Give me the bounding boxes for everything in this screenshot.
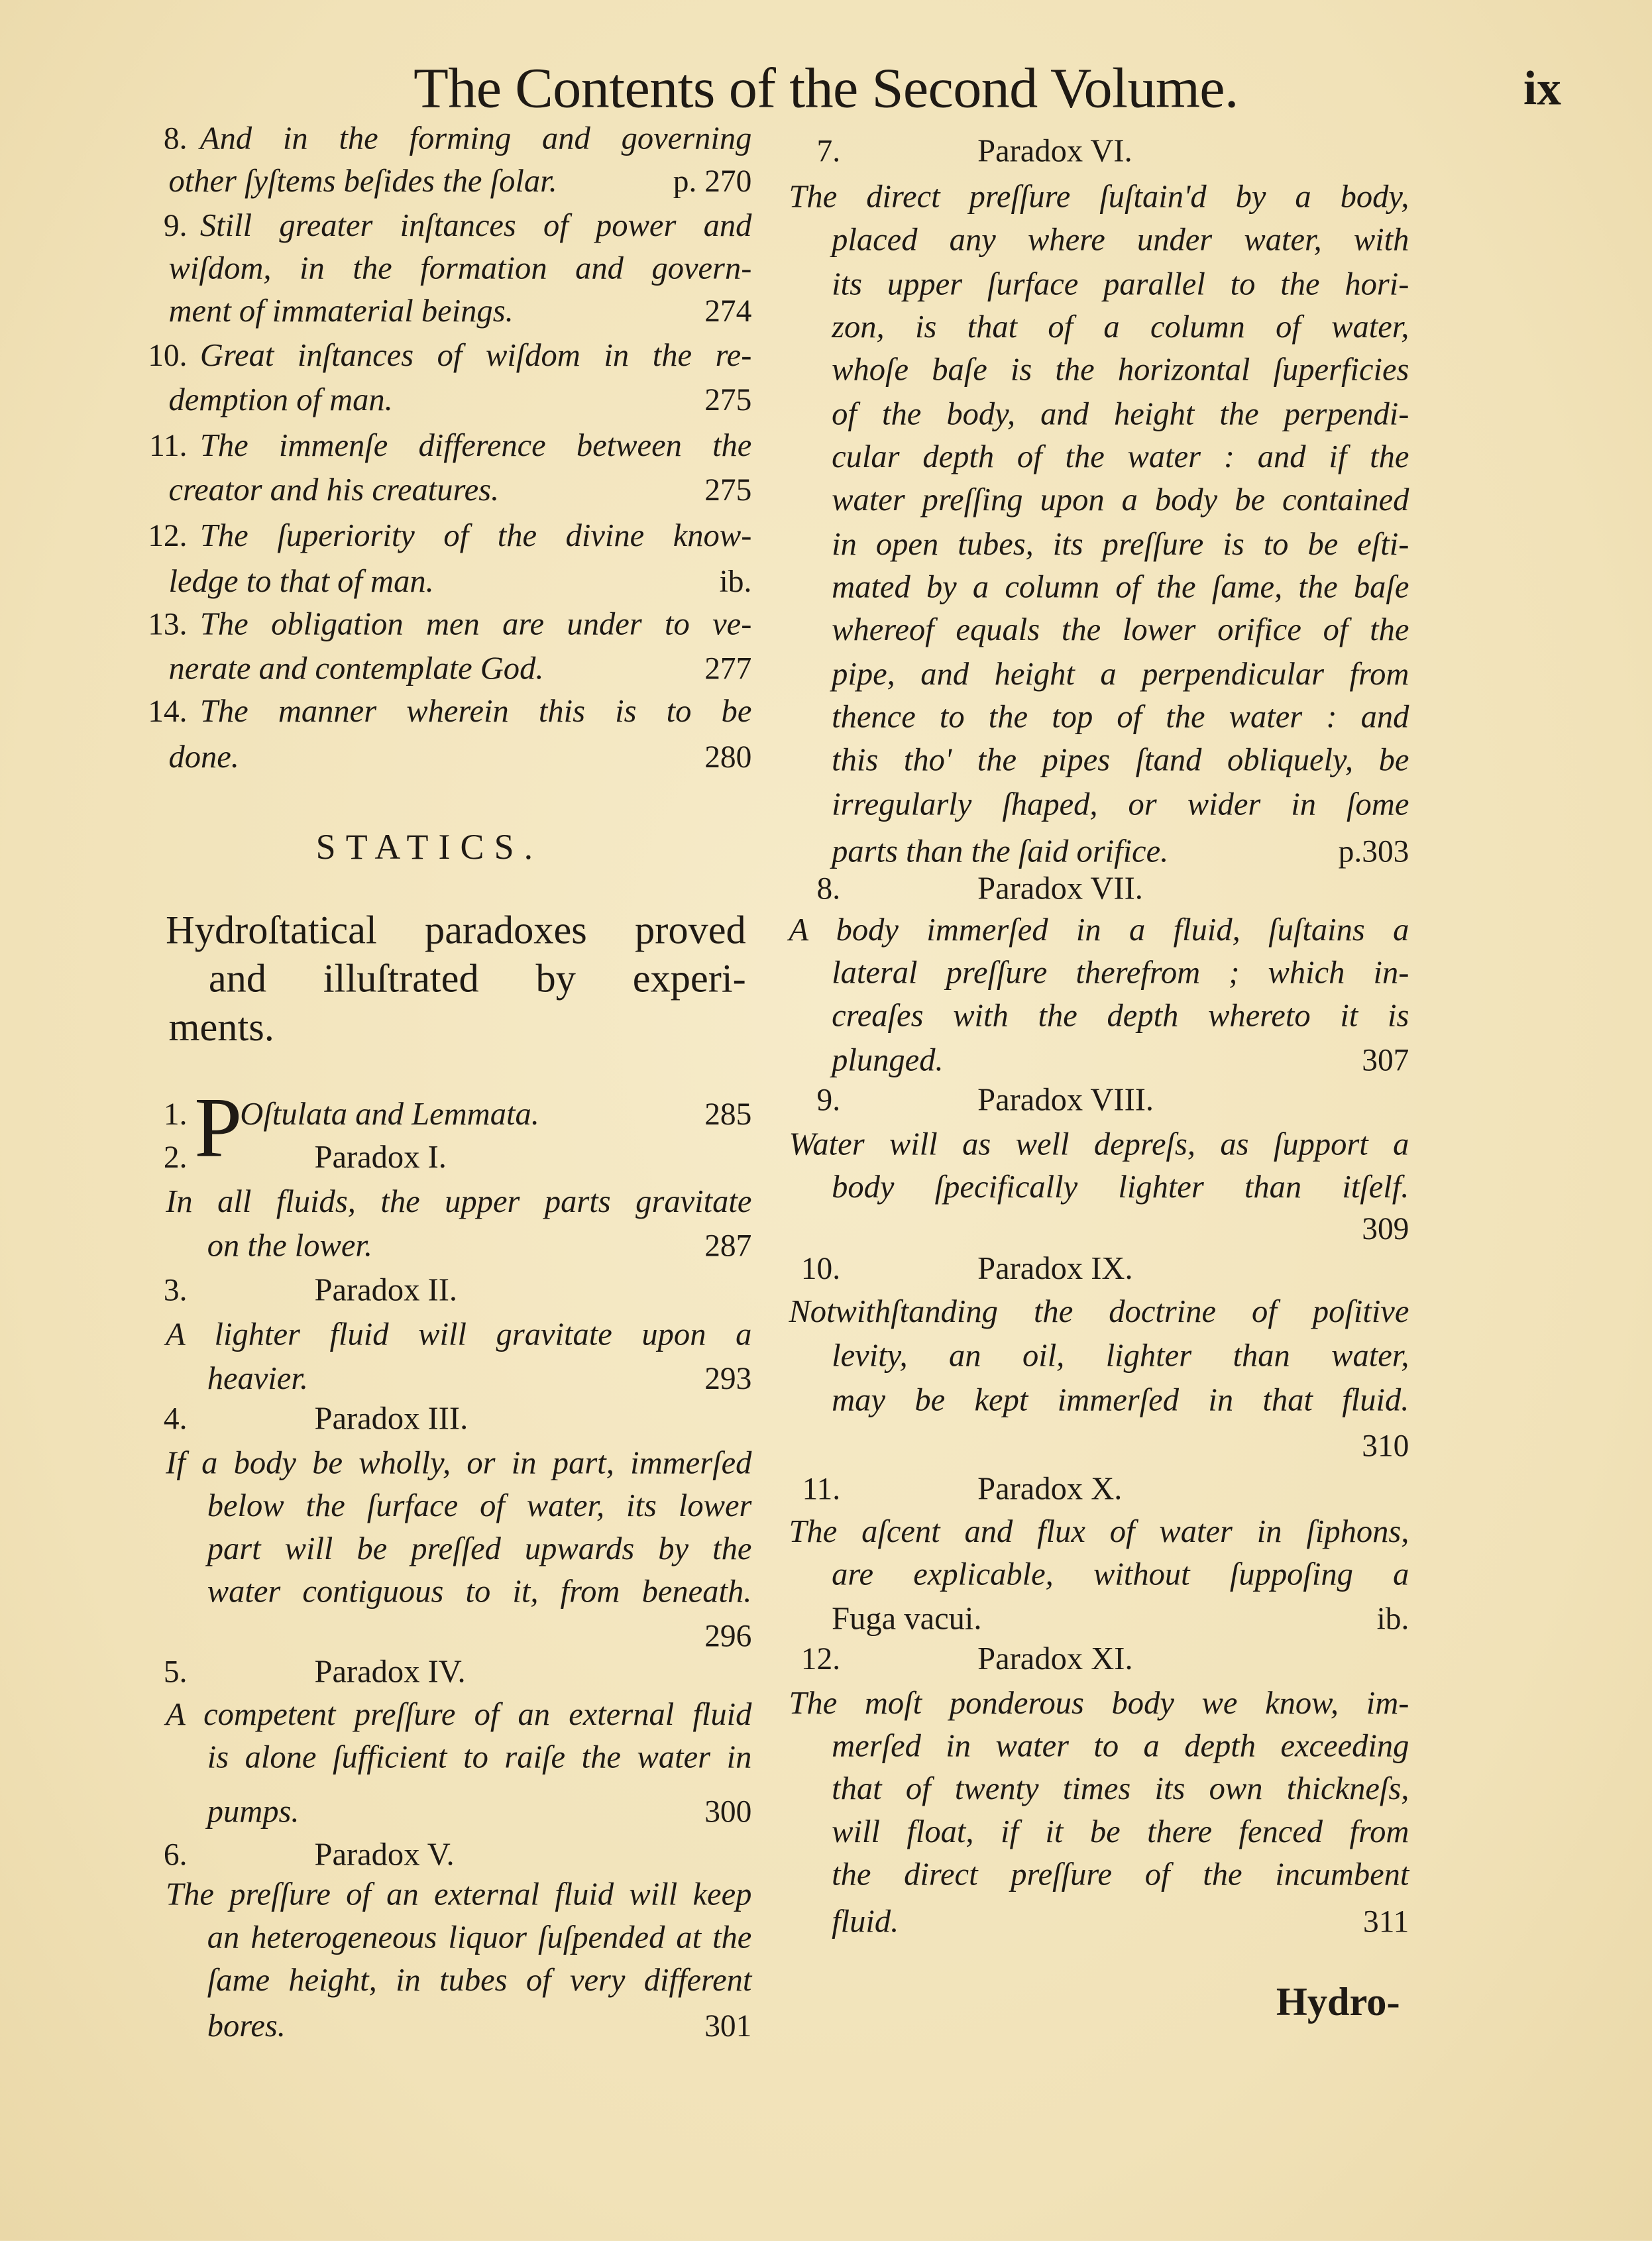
toc-line (137, 290, 751, 333)
entry-number: 8. (163, 120, 188, 156)
entry-text: Still greater inſtances of power and (199, 207, 752, 243)
entry-text: whereof equals the lower orifice of the (832, 612, 1409, 647)
entry-text: ment of immaterial beings. (168, 293, 514, 329)
toc-line (760, 1853, 1409, 1896)
entry-text: wiſdom, in the formation and govern- (168, 250, 752, 286)
toc-line (137, 335, 751, 378)
toc-line (137, 647, 751, 690)
toc-line (760, 176, 1409, 219)
toc-line (760, 830, 1409, 873)
entry-number: 4. (163, 1400, 188, 1437)
toc-line (760, 130, 1409, 173)
entry-text: The direct preſſure ſuſtain'd by a body, (789, 178, 1409, 215)
entry-text: plunged. (832, 1042, 944, 1078)
subheading-line: ments. (168, 1006, 274, 1051)
page-reference: 280 (704, 738, 752, 775)
toc-line (760, 783, 1409, 826)
toc-line (137, 204, 751, 247)
entry-text: parts than the ſaid orifice. (832, 833, 1169, 869)
toc-line (137, 1397, 751, 1441)
entry-number: 12. (800, 1640, 841, 1676)
toc-line (760, 1553, 1409, 1596)
drop-cap: P (194, 1080, 243, 1175)
page-reference: 301 (704, 2008, 752, 2044)
toc-line (137, 1358, 751, 1401)
entry-text: The immenſe difference between the (199, 427, 752, 463)
page-reference: 285 (704, 1096, 752, 1132)
toc-line (137, 1651, 751, 1694)
entry-text: lateral preſſure therefrom ; which in- (832, 954, 1409, 991)
toc-line (760, 653, 1409, 696)
toc-line (137, 1485, 751, 1528)
toc-line (137, 1225, 751, 1268)
toc-line (760, 1379, 1409, 1422)
entry-text: Notwithſtanding the doctrine of poſitive (789, 1293, 1409, 1329)
entry-text: pipe, and height a perpendicular from (832, 655, 1409, 692)
toc-line (760, 566, 1409, 609)
toc-line (760, 995, 1409, 1038)
page-reference: 296 (704, 1617, 752, 1654)
entry-text: bores. (207, 2008, 286, 2044)
entry-number: 6. (163, 1836, 188, 1873)
entry-number: 1. (163, 1096, 188, 1132)
toc-line (760, 739, 1409, 782)
toc-line (137, 603, 751, 646)
page-reference: 311 (1362, 1903, 1409, 1940)
entry-text: nerate and contemplate God. (168, 650, 544, 686)
entry-text: the direct preſſure of the incumbent (832, 1856, 1409, 1892)
toc-line (760, 1598, 1409, 1641)
toc-line (760, 609, 1409, 652)
entry-number: 11. (802, 1470, 841, 1507)
toc-line (760, 1511, 1409, 1554)
entry-text: zon, is that of a column of water, (832, 308, 1409, 345)
entry-text: of the body, and height the perpendi- (832, 396, 1409, 432)
toc-line (137, 425, 751, 468)
entry-number: 14. (148, 692, 188, 729)
entry-text: will float, if it be there fenced from (832, 1813, 1409, 1849)
entry-text: The moſt ponderous body we know, im- (789, 1684, 1409, 1721)
entry-text: creaſes with the depth whereto it is (832, 997, 1409, 1034)
toc-line (760, 952, 1409, 995)
page-reference: 310 (1362, 1427, 1409, 1464)
entry-text: whoſe baſe is the horizontal ſuperficies (832, 351, 1409, 388)
toc-line (760, 263, 1409, 306)
entry-number: 10. (800, 1250, 841, 1286)
entry-text: pumps. (207, 1793, 300, 1830)
toc-line (760, 219, 1409, 262)
toc-line (760, 1425, 1409, 1468)
page-reference: ib. (719, 563, 752, 599)
page-reference: 277 (704, 650, 752, 686)
toc-line (137, 247, 751, 290)
toc-line (137, 160, 751, 203)
entry-number: 13. (148, 606, 188, 642)
entry-text: Water will as well depreſs, as ſupport a (789, 1126, 1409, 1162)
toc-line (137, 560, 751, 603)
entry-text: If a body be wholly, or in part, immerſed (166, 1445, 752, 1481)
entry-text: Great inſtances of wiſdom in the re- (199, 337, 752, 373)
toc-line (760, 349, 1409, 392)
entry-text: other ſyſtems beſides the ſolar. (168, 162, 557, 199)
entry-text: thence to the top of the water : and (832, 698, 1409, 735)
entry-text: done. (168, 738, 239, 775)
paradox-heading: Paradox XI. (977, 1640, 1133, 1676)
entry-text: The preſſure of an external fluid will keep (166, 1876, 752, 1912)
toc-line (137, 378, 751, 421)
toc-line (760, 1637, 1409, 1680)
paradox-heading: Paradox VII. (977, 870, 1143, 906)
paradox-heading: Paradox I. (314, 1138, 447, 1175)
page-reference: 293 (704, 1360, 752, 1396)
entry-text: are explicable, without ſuppoſing a (832, 1556, 1409, 1592)
toc-line (137, 1442, 751, 1485)
entry-text: may be kept immerſed in that fluid. (832, 1382, 1409, 1418)
entry-number: 7. (816, 133, 841, 169)
entry-text: below the ſurface of water, its lower (207, 1488, 752, 1523)
entry-text: that of twenty times its own thickneſs, (832, 1771, 1409, 1806)
entry-number: 11. (148, 427, 188, 463)
toc-line (760, 1335, 1409, 1378)
entry-text: The manner wherein this is to be (199, 692, 752, 729)
toc-line (760, 1468, 1409, 1511)
paradox-heading: Paradox IV. (314, 1653, 466, 1690)
entry-number: 10. (148, 337, 188, 373)
toc-line (760, 1039, 1409, 1082)
entry-text: creator and his creatures. (168, 471, 500, 508)
page-reference: p.303 (1338, 833, 1409, 869)
entry-text: ſame height, in tubes of very different (207, 1962, 752, 1998)
entry-text: on the lower. (207, 1227, 373, 1264)
page-number: ix (1523, 62, 1561, 116)
toc-line (137, 1694, 751, 1737)
entry-text: demption of man. (168, 381, 393, 417)
toc-line (137, 1790, 751, 1833)
entry-text: fluid. (832, 1903, 899, 1940)
entry-text: body ſpecifically lighter than itſelf. (832, 1169, 1409, 1205)
entry-text: its upper ſurface parallel to the hori- (832, 266, 1409, 302)
paradox-heading: Paradox IX. (977, 1250, 1133, 1286)
toc-line (137, 1180, 751, 1223)
toc-line (760, 523, 1409, 566)
toc-line (760, 1682, 1409, 1725)
toc-line (760, 1900, 1409, 1943)
toc-line (137, 117, 751, 160)
entry-text: an heterogeneous liquor ſuſpended at the (207, 1919, 752, 1955)
page-reference: 300 (704, 1793, 752, 1830)
page-reference: 275 (704, 471, 752, 508)
page-reference: 274 (704, 293, 752, 329)
toc-line (137, 690, 751, 734)
page-reference: 309 (1362, 1210, 1409, 1246)
paradox-heading: Paradox VI. (977, 133, 1132, 169)
entry-text: And in the forming and governing (199, 120, 752, 156)
paradox-heading: Paradox III. (314, 1400, 468, 1437)
entry-number: 5. (163, 1653, 188, 1690)
entry-text: irregularly ſhaped, or wider in ſome (832, 786, 1409, 822)
paradox-heading: Paradox II. (314, 1272, 458, 1308)
section-heading-statics: STATICS. (315, 828, 543, 868)
toc-line (137, 1916, 751, 1959)
entry-text: mated by a column of the ſame, the baſe (832, 569, 1409, 605)
catchword: Hydro- (1276, 1981, 1400, 2025)
entry-text: The obligation men are under to ve- (199, 606, 752, 642)
entry-text: water preſſing upon a body be contained (832, 481, 1409, 518)
toc-line (760, 867, 1409, 910)
page-reference: p. 270 (673, 162, 752, 199)
toc-line (137, 1736, 751, 1779)
paradox-heading: Paradox X. (977, 1470, 1123, 1507)
entry-text: this tho' the pipes ſtand obliquely, be (832, 741, 1409, 778)
toc-line (137, 1136, 751, 1179)
entry-text: The aſcent and flux of water in ſiphons, (789, 1513, 1409, 1549)
entry-text: cular depth of the water : and if the (832, 439, 1409, 474)
toc-line (760, 1079, 1409, 1122)
toc-line (760, 1725, 1409, 1768)
entry-text: water contiguous to it, from beneath. (207, 1573, 752, 1610)
entry-text: is alone ſufficient to raiſe the water in (207, 1739, 752, 1775)
entry-text: ledge to that of man. (168, 563, 434, 599)
toc-line (760, 909, 1409, 952)
toc-line (760, 306, 1409, 349)
entry-text: Oſtulata and Lemmata. (240, 1096, 539, 1132)
entry-text: in open tubes, its preſſure is to be eſti- (832, 525, 1409, 562)
toc-line (760, 1207, 1409, 1250)
entry-number: 12. (148, 517, 188, 553)
entry-text: heavier. (207, 1360, 308, 1396)
page-reference: 287 (704, 1227, 752, 1264)
toc-line (137, 1269, 751, 1312)
toc-line (137, 1570, 751, 1613)
entry-number: 2. (163, 1138, 188, 1175)
toc-line (760, 393, 1409, 436)
entry-number: 9. (163, 207, 188, 243)
toc-line (137, 1873, 751, 1916)
toc-line (137, 514, 751, 557)
entry-text: placed any where under water, with (832, 221, 1409, 258)
page-reference: 275 (704, 381, 752, 417)
toc-line (137, 736, 751, 779)
toc-line (760, 436, 1409, 479)
toc-line (137, 468, 751, 512)
entry-number: 8. (816, 870, 841, 906)
entry-text: Fuga vacui. (832, 1600, 982, 1637)
page-reference: ib. (1376, 1600, 1409, 1637)
entry-text: The ſuperiority of the divine know- (199, 517, 752, 553)
toc-line (760, 478, 1409, 521)
toc-line (760, 696, 1409, 739)
entry-text: In all fluids, the upper parts gravitate (166, 1183, 752, 1219)
toc-line (137, 1959, 751, 2002)
entry-text: A competent preſſure of an external fluid (166, 1696, 752, 1732)
entry-number: 3. (163, 1272, 188, 1308)
entry-text: merſed in water to a depth exceeding (832, 1727, 1409, 1764)
toc-line (760, 1290, 1409, 1333)
toc-line (760, 1123, 1409, 1166)
entry-text: levity, an oil, lighter than water, (832, 1337, 1409, 1374)
toc-line (137, 1313, 751, 1356)
entry-text: part will be preſſed upwards by the (207, 1530, 752, 1566)
paradox-heading: Paradox V. (314, 1836, 455, 1873)
entry-text: A lighter fluid will gravitate upon a (166, 1316, 752, 1352)
toc-line (760, 1810, 1409, 1853)
entry-number: 9. (816, 1081, 841, 1118)
toc-line (137, 1833, 751, 1877)
page-title: The Contents of the Second Volume. (413, 56, 1239, 121)
subheading-line: Hydroſtatical paradoxes proved (166, 908, 746, 954)
entry-text: A body immerſed in a fluid, ſuſtains a (789, 911, 1409, 948)
toc-line (137, 1527, 751, 1570)
toc-line (760, 1166, 1409, 1209)
page-reference: 307 (1362, 1042, 1409, 1078)
toc-line (137, 2005, 751, 2048)
paradox-heading: Paradox VIII. (977, 1081, 1154, 1118)
toc-line (760, 1768, 1409, 1811)
subheading-line: and illuſtrated by experi- (208, 957, 746, 1002)
toc-line (760, 1248, 1409, 1291)
